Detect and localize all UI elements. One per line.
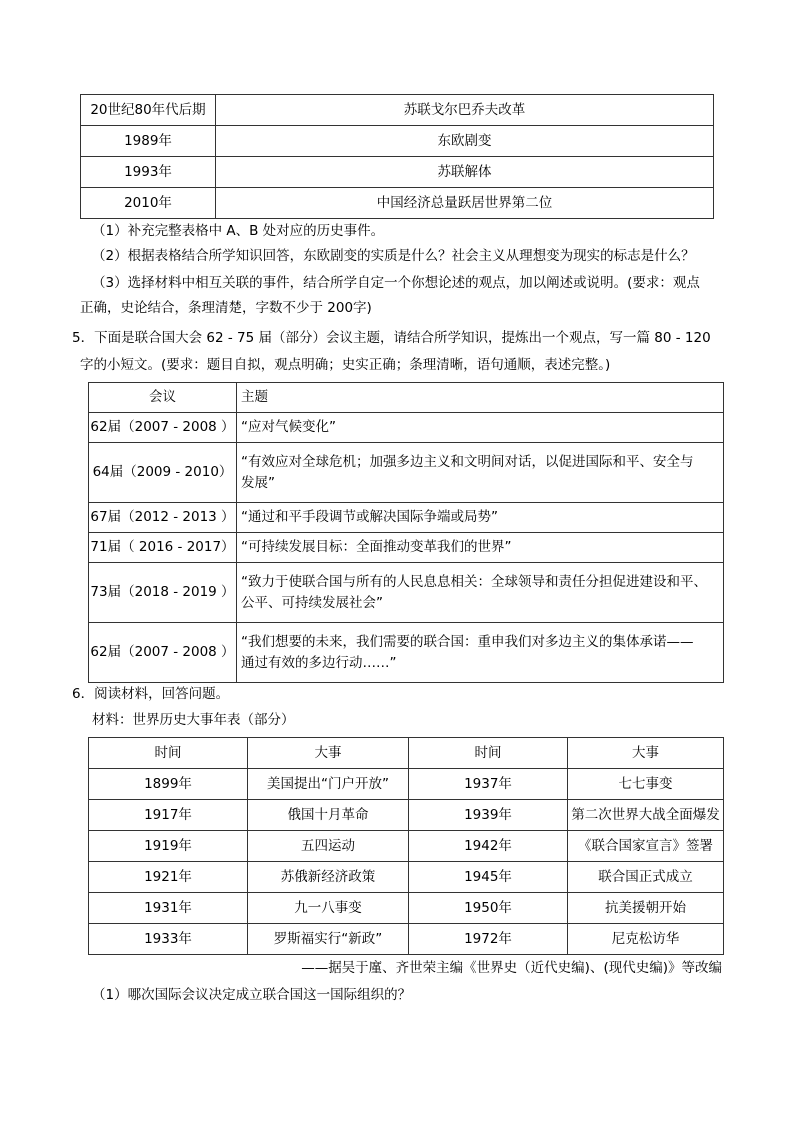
theme-line: “我们想要的未来，我们需要的联合国：重申我们对多边主义的集体承诺—— xyxy=(241,634,694,651)
table-row xyxy=(89,769,724,800)
theme-line: “致力于使联合国与所有的人民息息相关：全球领导和责任分担促进建设和平、 xyxy=(241,574,707,591)
q4-sub1: （1）补充完整表格中 A、B 处对应的历史事件。 xyxy=(92,223,385,239)
theme-line: “有效应对全球危机；加强多边主义和文明间对话，以促进国际和平、安全与 xyxy=(241,454,694,471)
table-cell-time: 20世纪80年代后期 xyxy=(81,95,216,126)
table-row xyxy=(89,893,724,924)
table-cell-time: 2010年 xyxy=(81,188,216,219)
table-header-row xyxy=(89,383,724,413)
q5-prompt-line1: 5．下面是联合国大会 62 - 75 届（部分）会议主题，请结合所学知识，提炼出一个观点，写一篇 80 - 120 xyxy=(72,330,711,346)
q6-title: 6．阅读材料，回答问题。 xyxy=(72,686,230,702)
table-cell-session: 73届（2018 - 2019 ） xyxy=(89,563,237,623)
table-cell-session: 64届（2009 - 2010） xyxy=(89,443,237,503)
table-cell-event: 九一八事变 xyxy=(248,893,409,924)
table-cell-time: 1919年 xyxy=(89,831,248,862)
table-cell-event: 苏俄新经济政策 xyxy=(248,862,409,893)
table-row xyxy=(89,413,724,443)
table-cell-event: 中国经济总量跃居世界第二位 xyxy=(216,188,714,219)
table-cell-theme xyxy=(237,413,724,443)
theme-line: 通过有效的多边行动……” xyxy=(241,654,397,671)
q5-prompt-line2: 字的小短文。(要求：题目自拟，观点明确；史实正确；条理清晰，语句通顺，表述完整。) xyxy=(80,357,611,373)
q6-sub1: （1）哪次国际会议决定成立联合国这一国际组织的？ xyxy=(92,987,412,1003)
table-row xyxy=(81,95,714,126)
table-cell-theme xyxy=(237,533,724,563)
table-cell-event: 东欧剧变 xyxy=(216,126,714,157)
table-cell-event: 抗美援朝开始 xyxy=(568,893,724,924)
table-cell-time: 1917年 xyxy=(89,800,248,831)
table-cell-time: 1972年 xyxy=(409,924,568,955)
theme-line: “应对气候变化” xyxy=(241,419,336,436)
table-cell-theme xyxy=(237,563,724,623)
header-time-2: 时间 xyxy=(409,738,568,769)
table-cell-event: 俄国十月革命 xyxy=(248,800,409,831)
table-row xyxy=(89,533,724,563)
theme-line: 公平、可持续发展社会” xyxy=(241,594,383,611)
table-row xyxy=(89,800,724,831)
table-cell-time: 1937年 xyxy=(409,769,568,800)
table-cell-event: 尼克松访华 xyxy=(568,924,724,955)
table-cell-event: 五四运动 xyxy=(248,831,409,862)
table-cell-event: 七七事变 xyxy=(568,769,724,800)
table-cell-event: 联合国正式成立 xyxy=(568,862,724,893)
timeline-table-1 xyxy=(80,94,714,219)
header-theme: 主题 xyxy=(237,383,724,413)
table-cell-theme xyxy=(237,623,724,683)
table-row xyxy=(89,443,724,503)
un-themes-table xyxy=(88,382,724,683)
table-cell-event: 美国提出“门户开放” xyxy=(248,769,409,800)
q6-material: 材料：世界历史大事年表（部分） xyxy=(92,712,295,728)
header-time-1: 时间 xyxy=(89,738,248,769)
table-row xyxy=(89,503,724,533)
table-cell-time: 1931年 xyxy=(89,893,248,924)
table-cell-event: 《联合国家宣言》签署 xyxy=(568,831,724,862)
table-cell-session: 67届（2012 - 2013 ） xyxy=(89,503,237,533)
table-cell-event: 罗斯福实行“新政” xyxy=(248,924,409,955)
table-row xyxy=(89,924,724,955)
source-citation: ——据吴于廑、齐世荣主编《世界史（近代史编)、(现代史编)》等改编 xyxy=(301,960,722,976)
table-cell-time: 1950年 xyxy=(409,893,568,924)
q4-sub3-line1: （3）选择材料中相互关联的事件，结合所学自定一个你想论述的观点，加以阐述或说明。(要求：观点 xyxy=(92,275,700,291)
table-row xyxy=(89,563,724,623)
q4-sub2: （2）根据表格结合所学知识回答，东欧剧变的实质是什么？社会主义从理想变为现实的标志是什么？ xyxy=(92,248,695,264)
table-cell-time: 1945年 xyxy=(409,862,568,893)
theme-line: “可持续发展目标：全面推动变革我们的世界” xyxy=(241,539,512,556)
table-header-row xyxy=(89,738,724,769)
world-history-table xyxy=(88,737,724,955)
table-cell-session: 62届（2007 - 2008 ） xyxy=(89,413,237,443)
table-cell-theme xyxy=(237,503,724,533)
table-cell-time: 1939年 xyxy=(409,800,568,831)
q4-sub3-line2: 正确，史论结合，条理清楚，字数不少于 200字) xyxy=(80,300,372,316)
theme-line: “通过和平手段调节或解决国际争端或局势” xyxy=(241,509,498,526)
table-cell-event: 苏联戈尔巴乔夫改革 xyxy=(216,95,714,126)
header-session: 会议 xyxy=(89,383,237,413)
table-cell-event: 苏联解体 xyxy=(216,157,714,188)
table-row xyxy=(81,188,714,219)
header-event-2: 大事 xyxy=(568,738,724,769)
table-row xyxy=(81,157,714,188)
table-row xyxy=(89,862,724,893)
table-cell-time: 1933年 xyxy=(89,924,248,955)
table-cell-time: 1921年 xyxy=(89,862,248,893)
table-cell-event: 第二次世界大战全面爆发 xyxy=(568,800,724,831)
header-event-1: 大事 xyxy=(248,738,409,769)
table-row xyxy=(81,126,714,157)
table-cell-time: 1899年 xyxy=(89,769,248,800)
table-cell-time: 1989年 xyxy=(81,126,216,157)
table-cell-time: 1942年 xyxy=(409,831,568,862)
theme-line: 发展” xyxy=(241,474,275,491)
table-cell-theme xyxy=(237,443,724,503)
table-row xyxy=(89,831,724,862)
table-cell-session: 71届（ 2016 - 2017） xyxy=(89,533,237,563)
table-cell-session: 62届（2007 - 2008 ） xyxy=(89,623,237,683)
table-row xyxy=(89,623,724,683)
table-cell-time: 1993年 xyxy=(81,157,216,188)
